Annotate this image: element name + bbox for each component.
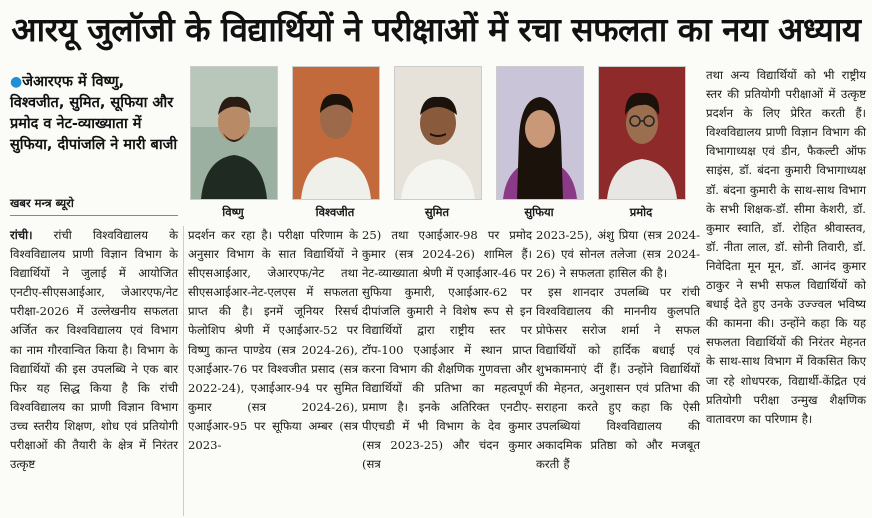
photo-strip	[190, 66, 690, 222]
caption-pramod: प्रमोद	[629, 205, 653, 219]
headline: आरयू जुलॉजी के विद्यार्थियों ने परीक्षाओं में रचा सफलता का नया अध्याय	[11, 10, 861, 49]
column-rule	[183, 226, 184, 516]
caption-sufiya: सुफिया	[524, 205, 554, 219]
column-4-text-a: 2023-25), अंशु प्रिया (सत्र 2024-26) एवं सोनल तलेजा (सत्र 2024-26) ने सफलता हासिल की है।	[536, 228, 700, 281]
photo-sufiya	[496, 66, 584, 200]
photo-vishwajeet	[292, 66, 380, 200]
column-4	[536, 226, 700, 474]
column-3-text: 25) तथा एआईआर-98 पर प्रमोद कुमार (सत्र 2024-26) शामिल हैं। नेट-व्याख्याता श्रेणी में एआईआर-46 पर सुफिया कुमारी, एआईआर-62 पर दीपांजलि कुमारी ने विशेष रूप से इन विद्यार्थियों द्वारा राष्ट्रीय स्तर पर टॉप-100 एआईआर में स्थान प्राप्त करना विभाग की शैक्षणिक गुणवत्ता और विद्यार्थियों की प्रतिभा का महत्वपूर्ण प्रमाण है। इनके अतिरिक्त एनटीए-पीएचडी में भी विभाग के देव कुमार (सत्र 2023-25) और चंदन कुमार (सत्र	[362, 228, 532, 472]
photo-vishnu	[190, 66, 278, 200]
column-5	[706, 66, 866, 429]
column-2-text: प्रदर्शन कर रहा है। परीक्षा परिणाम के अनुसार विभाग के सात विद्यार्थियों ने सीएसआईआर, जेआरएफ/नेट तथा सीएसआईआर-नेट-एलएस में सफलता प्राप्त की है। इनमें जूनियर रिसर्च फेलोशिप श्रेणी में एआईआर-52 पर विष्णु कान्त पाण्डेय (सत्र 2024-26), एआईआर-76 पर विश्वजीत प्रसाद (सत्र 2022-24), एआईआर-94 पर सुमित कुमार (सत्र 2024-26), एआईआर-95 पर सूफिया अम्बर (सत्र 2023-	[188, 228, 358, 453]
column-1-text: रांची विश्वविद्यालय के विश्वविद्यालय प्राणी विज्ञान विभाग के विद्यार्थियों ने जुलाई में आयोजित एनटीए-सीएसआईआर, जेआरएफ/नेट परीक्षा-2026 में उल्लेखनीय सफलता अर्जित कर विश्वविद्यालय एवं विभाग का नाम गौरवान्वित किया है। विभाग के विद्यार्थियों की इस उपलब्धि ने एक बार फिर यह सिद्ध किया है कि रांची विश्वविद्यालय का प्राणी विज्ञान विभाग उच्च स्तरीय शिक्षण, शोध एवं प्रतियोगी परीक्षाओं की तैयारी के क्षेत्र में निरंतर उत्कृष्ट	[10, 228, 178, 472]
column-1	[10, 226, 178, 474]
column-4-text-b: इस शानदार उपलब्धि पर रांची विश्वविद्यालय की माननीय कुलपति प्रोफेसर सरोज शर्मा ने सफल विद्यार्थियों को हार्दिक बधाई एवं शुभकामनाएं दीं हैं। उन्होंने विद्यार्थियों की मेहनत, अनुशासन एवं प्रतिभा की सराहना करते हुए कहा कि ऐसी उपलब्धियां विश्वविद्यालय की अकादमिक प्रतिष्ठा को और मजबूत करती हैं	[536, 285, 700, 472]
summary-text: जेआरएफ में विष्णु, विश्वजीत, सुमित, सूफिया और प्रमोद व नेट-व्याख्याता में सुफिया, दीपांजलि ने मारी बाजी	[10, 74, 178, 153]
summary-block	[10, 72, 178, 156]
column-2	[188, 226, 358, 455]
photo-pramod	[598, 66, 686, 200]
caption-sumit: सुमित	[424, 205, 450, 219]
column-3	[362, 226, 532, 474]
photo-sumit	[394, 66, 482, 200]
caption-vishwajeet: विश्वजीत	[315, 205, 355, 219]
caption-vishnu: विष्णु	[222, 205, 244, 219]
bullet-icon: ●	[10, 74, 23, 90]
dateline: रांची।	[10, 228, 33, 242]
byline: खबर मन्त्र ब्यूरो	[10, 196, 178, 216]
column-5-text: तथा अन्य विद्यार्थियों को भी राष्ट्रीय स्तर की प्रतियोगी परीक्षाओं में उत्कृष्ट प्रदर्शन के लिए प्रेरित करती हैं। विश्वविद्यालय प्राणी विज्ञान विभाग की विभागाध्यक्ष एवं डीन, फैकल्टी ऑफ साइंस, डॉ. बंदना कुमारी विभागाध्यक्ष डॉ. बंदना कुमारी के साथ-साथ विभाग के सभी शिक्षक-डॉ. सीमा केशरी, डॉ. कुमार स्वाति, डॉ. रोहित श्रीवास्तव, डॉ. नीता लाल, डॉ. सोनी तिवारी, डॉ. निवेदिता मून मून, डॉ. आनंद कुमार ठाकुर ने सभी सफल विद्यार्थियों को बधाई देते हुए उनके उज्ज्वल भविष्य की कामना की। उन्होंने कहा कि यह सफलता विद्यार्थियों की निरंतर मेहनत के साथ-साथ विभाग में विकसित किए जा रहे शोधपरक, विद्यार्थी-केंद्रित एवं प्रतियोगी परीक्षा उन्मुख शैक्षणिक वातावरण का परिणाम है।	[706, 68, 866, 426]
